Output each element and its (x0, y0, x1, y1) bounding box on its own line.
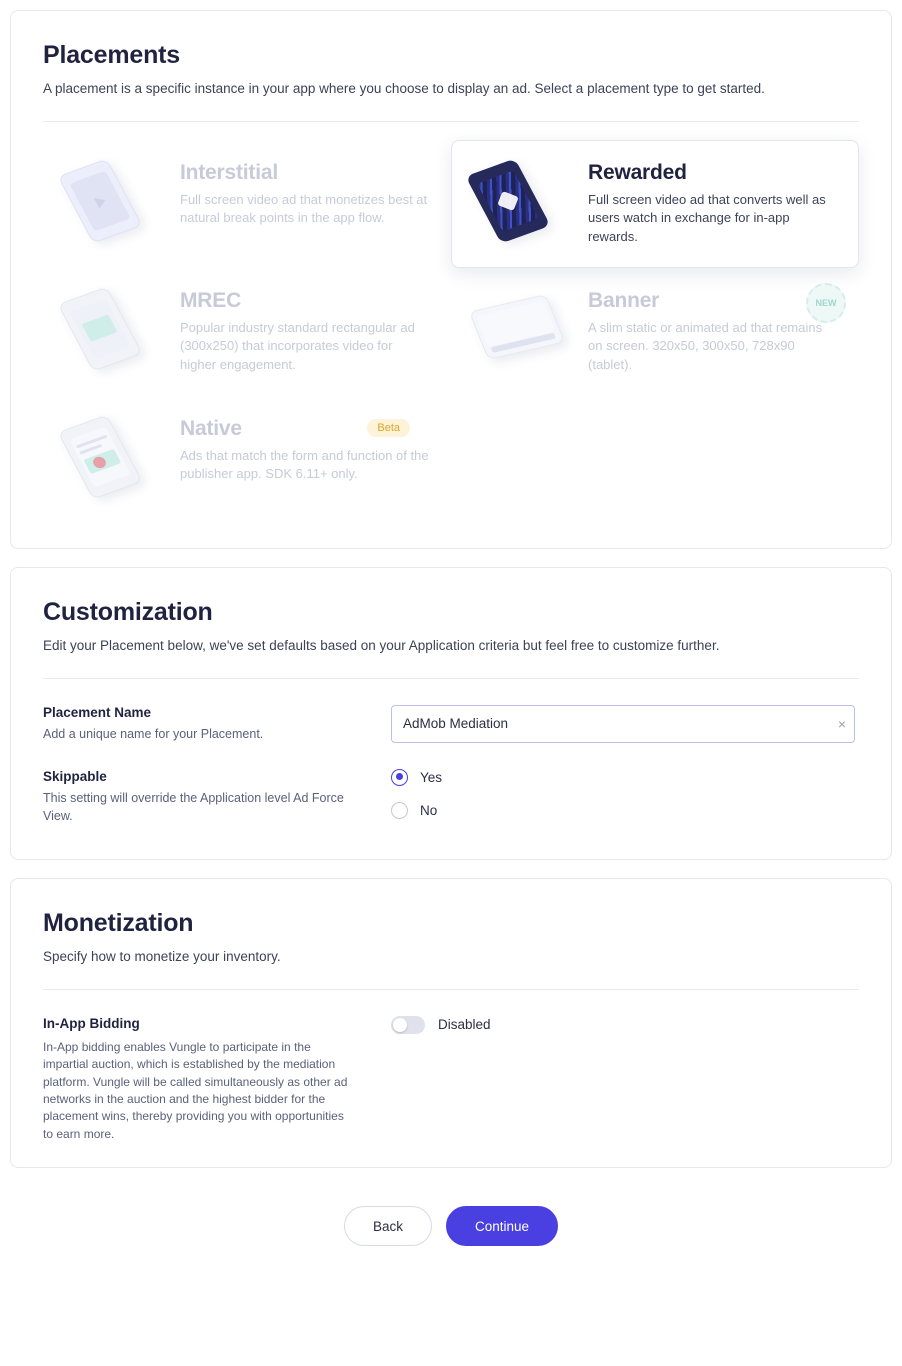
new-badge: NEW (806, 283, 846, 323)
tablet-icon (469, 294, 565, 360)
phone-icon (57, 414, 142, 499)
wizard-footer (10, 1186, 892, 1272)
in-app-bidding-row (43, 1016, 859, 1143)
in-app-bidding-state: Disabled (438, 1017, 491, 1033)
placement-name-row (43, 705, 859, 743)
customization-divider (43, 678, 859, 679)
customization-subtitle: Edit your Placement below, we've set defaults based on your Application criteria but feel free to customize further. (43, 637, 720, 653)
in-app-bidding-label: In-App Bidding (43, 1015, 140, 1031)
placement-name-help: Add a unique name for your Placement. (43, 726, 264, 741)
monetization-card (10, 878, 892, 1168)
toggle-switch[interactable] (391, 1016, 425, 1034)
placement-option-title: Interstitial (180, 160, 278, 184)
monetization-title: Monetization (43, 908, 194, 937)
rewarded-thumbnail (466, 157, 578, 243)
in-app-bidding-help: In-App bidding enables Vungle to participate in the impartial auction, which is established by the mediation platform. Vungle will be called simultaneously as other ad networks in the auction and the highest bidder for the placement wins, thereby providing you with opportunities to earn more. (43, 1039, 348, 1141)
skippable-option-yes[interactable] (391, 769, 859, 786)
native-thumbnail (58, 413, 170, 499)
clear-icon[interactable]: × (837, 715, 846, 732)
placement-option-banner[interactable] (451, 268, 859, 396)
monetization-divider (43, 989, 859, 990)
placement-name-label: Placement Name (43, 704, 152, 720)
placement-option-description: Full screen video ad that monetizes best at natural break points in the app flow. (180, 191, 428, 226)
placement-option-description: Popular industry standard rectangular ad (300x250) that incorporates video for higher engagement. (180, 319, 415, 372)
placement-option-title: Banner (588, 288, 660, 312)
radio-icon[interactable] (391, 769, 408, 786)
placements-title: Placements (43, 41, 180, 69)
banner-thumbnail (466, 285, 578, 371)
placement-option-title: MREC (180, 288, 242, 312)
skippable-option-label: Yes (420, 769, 443, 785)
placement-option-rewarded[interactable] (451, 140, 859, 268)
monetization-subtitle: Specify how to monetize your inventory. (43, 948, 281, 964)
back-button[interactable]: Back (344, 1206, 432, 1246)
radio-icon[interactable] (391, 802, 408, 819)
in-app-bidding-toggle-row[interactable] (391, 1016, 859, 1034)
skippable-row (43, 769, 859, 835)
phone-icon (57, 158, 142, 243)
placement-option-description: Ads that match the form and function of the publisher app. SDK 6.11+ only. (180, 447, 429, 482)
placement-option-title: Rewarded (588, 160, 687, 184)
mrec-thumbnail (58, 285, 170, 371)
continue-button[interactable]: Continue (446, 1206, 558, 1246)
placements-divider (43, 121, 859, 122)
skippable-option-label: No (420, 802, 438, 818)
placement-option-native[interactable] (43, 396, 451, 524)
placement-option-description: Full screen video ad that converts well as users watch in exchange for in-app rewards. (588, 191, 826, 244)
interstitial-thumbnail (58, 157, 170, 243)
placement-option-description: A slim static or animated ad that remains on screen. 320x50, 300x50, 728x90 (tablet). (588, 319, 823, 372)
phone-icon (57, 286, 142, 371)
placement-name-input[interactable] (391, 705, 855, 743)
skippable-help: This setting will override the Application level Ad Force View. (43, 790, 344, 824)
placement-options-grid (43, 140, 859, 524)
placements-subtitle: A placement is a specific instance in your app where you choose to display an ad. Select a placement type to get started. (43, 81, 765, 96)
placements-card (10, 10, 892, 549)
customization-card (10, 567, 892, 860)
placement-option-mrec[interactable] (43, 268, 451, 396)
skippable-option-no[interactable] (391, 802, 859, 819)
phone-icon (465, 158, 550, 243)
skippable-label: Skippable (43, 768, 107, 784)
customization-title: Customization (43, 597, 213, 626)
placement-option-title: Native (180, 416, 242, 440)
beta-badge: Beta (367, 419, 410, 437)
placement-option-interstitial[interactable] (43, 140, 451, 268)
